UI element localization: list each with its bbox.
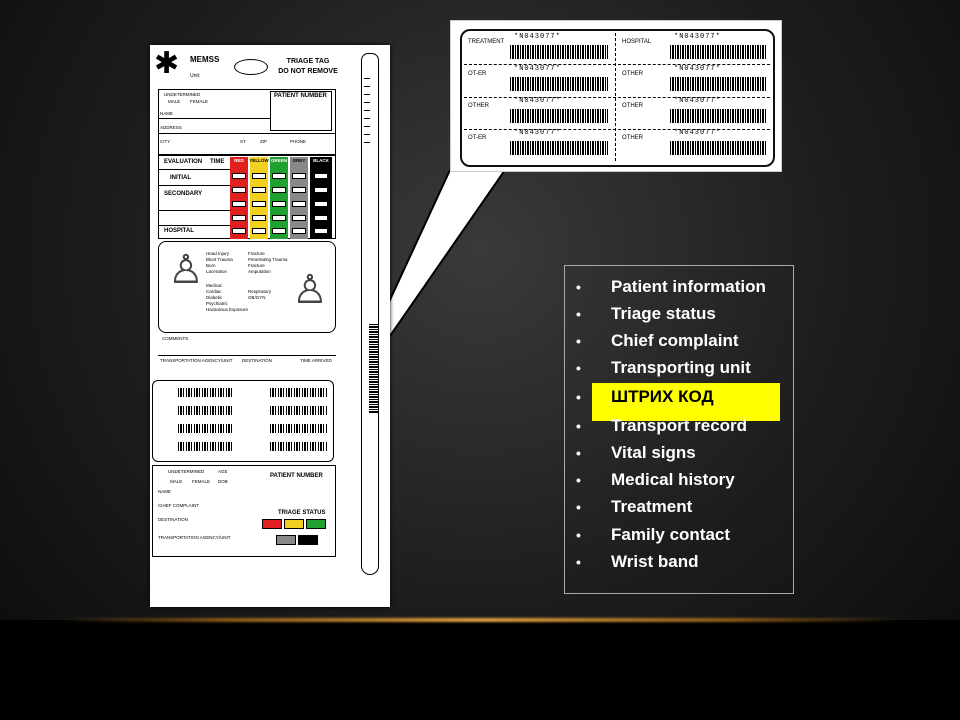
zoom-barcode <box>510 109 608 123</box>
list-item <box>565 467 793 493</box>
list-item-text: Family contact <box>611 525 731 544</box>
list-item-text: Medical history <box>611 470 735 489</box>
phone-label: PHONE <box>290 139 307 144</box>
destination-label: DESTINATION <box>242 358 272 363</box>
wrist-band-teeth <box>364 74 370 144</box>
name-label: NAME <box>160 111 174 116</box>
list-item <box>565 494 793 520</box>
medical-1: Medical <box>206 283 222 288</box>
triage-checkbox[interactable] <box>314 228 328 234</box>
list-item-text: Transport record <box>611 416 748 435</box>
bottom-grey-box[interactable] <box>276 535 296 545</box>
wrist-band-barcode <box>369 324 378 414</box>
evaluation-label: EVALUATION <box>164 159 203 165</box>
secondary-label: SECONDARY <box>164 191 203 197</box>
zip-label: ZIP <box>260 139 268 144</box>
bottom-black-box[interactable] <box>298 535 318 545</box>
patient-number-label: PATIENT NUMBER <box>274 93 327 99</box>
grey-column <box>290 157 308 239</box>
bottom-red-box[interactable] <box>262 519 282 529</box>
wrist-band-stub <box>355 45 385 585</box>
tag-unit-label: Unit: <box>190 73 201 79</box>
zoom-label-right: HOSPITAL <box>622 39 652 45</box>
list-item <box>565 355 793 381</box>
list-item-text: Transporting unit <box>611 358 751 377</box>
zoom-label-left: OT-ER <box>468 71 487 77</box>
zoom-barcode <box>510 45 608 59</box>
zoom-label-left: OTHER <box>468 103 489 109</box>
barcode-strip <box>270 388 328 397</box>
zoom-code: *N043077* <box>674 129 721 137</box>
bottom-yellow-box[interactable] <box>284 519 304 529</box>
black-column <box>310 157 332 239</box>
tag-header <box>154 49 354 89</box>
zoom-code: *N043077* <box>514 97 561 105</box>
bottom-triage-status: TRIAGE STATUS <box>278 510 326 516</box>
medical-5: Hazardous Exposure <box>206 307 249 312</box>
bottom-patient-number: PATIENT NUMBER <box>270 473 323 479</box>
zoom-code: *N043077* <box>514 65 561 73</box>
star-of-life-icon: ✱ <box>154 47 180 80</box>
bottom-age: AGE <box>218 469 228 474</box>
grid-row-3 <box>158 210 230 211</box>
bullet: • <box>576 333 581 349</box>
triage-checkbox[interactable] <box>272 201 286 207</box>
list-item-text: Chief complaint <box>611 331 739 350</box>
triage-checkbox[interactable] <box>272 187 286 193</box>
list-item <box>565 413 793 439</box>
barcode-zoom-callout <box>450 20 782 172</box>
bullet: • <box>576 527 581 543</box>
bullet: • <box>576 418 581 434</box>
triage-checkbox[interactable] <box>272 228 286 234</box>
triage-checkbox[interactable] <box>292 187 306 193</box>
barcode-strip <box>270 406 328 415</box>
zoom-label-left: TREATMENT <box>468 39 505 45</box>
zoom-code: *N043077* <box>514 129 561 137</box>
zoom-code: *N043077* <box>514 33 561 41</box>
triage-checkbox[interactable] <box>314 201 328 207</box>
zoom-code: *N043077* <box>674 97 721 105</box>
st-label: ST <box>240 139 246 144</box>
bottom-undetermined: UNDETERMINED <box>168 469 205 474</box>
triage-checkbox[interactable] <box>232 173 246 179</box>
yellow-column <box>250 157 268 239</box>
injury-3: Burn <box>206 263 216 268</box>
triage-checkbox[interactable] <box>314 215 328 221</box>
bullet: • <box>576 306 581 322</box>
zoom-divider-row <box>464 97 770 98</box>
zoom-barcode <box>670 109 766 123</box>
grid-row-1 <box>158 169 230 170</box>
list-item-text: Triage status <box>611 304 716 323</box>
grey-heading: GREY <box>292 158 306 163</box>
injury-8: Amputation <box>248 269 271 274</box>
triage-checkbox[interactable] <box>292 228 306 234</box>
injury-2: Blunt Trauma <box>206 257 233 262</box>
injury-6: Penetrating Trauma <box>248 257 288 262</box>
medical-3: Diabetic <box>206 295 223 300</box>
barcode-zoom-panel <box>460 29 775 167</box>
tag-org: MEMSS <box>190 55 220 64</box>
triage-checkbox[interactable] <box>314 173 328 179</box>
bottom-transportation: TRANSPORTATION AGENCY/UNIT <box>158 535 231 540</box>
comments-line <box>158 355 336 356</box>
hospital-label: HOSPITAL <box>164 228 194 234</box>
zoom-divider-row <box>464 64 770 65</box>
zoom-code: *N043077* <box>674 65 721 73</box>
barcode-strip <box>178 388 234 397</box>
green-column <box>270 157 288 239</box>
list-item <box>565 274 793 300</box>
list-item <box>565 549 793 575</box>
bottom-name: NAME <box>158 489 172 494</box>
time-label: TIME <box>210 159 225 165</box>
triage-checkbox[interactable] <box>292 215 306 221</box>
triage-checkbox[interactable] <box>252 187 266 193</box>
bullet: • <box>576 360 581 376</box>
zoom-barcode <box>510 77 608 91</box>
bottom-male: MALE <box>170 479 183 484</box>
triage-tag <box>150 45 390 607</box>
body-front-figure-icon: ♙ <box>168 248 204 292</box>
zoom-code: *N043077* <box>674 33 721 41</box>
triage-checkbox[interactable] <box>314 187 328 193</box>
zoom-label-left: OT-ER <box>468 135 487 141</box>
triage-checkbox[interactable] <box>232 215 246 221</box>
bullet: • <box>576 279 581 295</box>
bottom-chief-complaint: CHIEF COMPLAINT <box>158 503 200 508</box>
injury-1: Head Injury <box>206 251 230 256</box>
bottom-green-box[interactable] <box>306 519 326 529</box>
tag-title-line2: DO NOT REMOVE <box>278 68 338 75</box>
list-item-text: Treatment <box>611 497 693 516</box>
triage-checkbox[interactable] <box>232 228 246 234</box>
tag-title-line1: TRIAGE TAG <box>286 58 330 65</box>
triage-checkbox[interactable] <box>292 201 306 207</box>
city-label: CITY <box>160 139 171 144</box>
injury-4: Laceration <box>206 269 228 274</box>
list-item <box>565 522 793 548</box>
yellow-heading: YELLOW <box>249 158 269 163</box>
triage-checkbox[interactable] <box>232 201 246 207</box>
medical-7: OB/GYN <box>248 295 266 300</box>
injury-7: Fracture <box>248 263 265 268</box>
triage-checkbox[interactable] <box>272 173 286 179</box>
zoom-barcode <box>670 141 766 155</box>
medical-4: Psychiatric <box>206 301 228 306</box>
list-item-text: ШТРИХ КОД <box>611 387 714 406</box>
zoom-label-right: OTHER <box>622 103 643 109</box>
green-heading: GREEN <box>270 158 287 163</box>
bullet: • <box>576 389 581 405</box>
triage-checkbox[interactable] <box>272 215 286 221</box>
zoom-barcode <box>510 141 608 155</box>
bullet: • <box>576 472 581 488</box>
triage-checkbox[interactable] <box>232 187 246 193</box>
list-item <box>565 328 793 354</box>
zoom-barcode <box>670 45 766 59</box>
bottom-destination: DESTINATION <box>158 517 188 522</box>
bullet: • <box>576 445 581 461</box>
bottom-female: FEMALE <box>192 479 211 484</box>
contents-list <box>564 265 794 594</box>
medical-6: Respiratory <box>248 289 272 294</box>
wrist-band-body <box>361 53 379 575</box>
black-heading: BLACK <box>313 158 329 163</box>
list-item-highlighted <box>565 384 793 410</box>
male-label: MALE <box>168 99 181 104</box>
zoom-label-right: OTHER <box>622 71 643 77</box>
zoom-divider-row <box>464 129 770 130</box>
bullet: • <box>576 499 581 515</box>
body-back-figure-icon: ♙ <box>292 268 328 312</box>
triage-checkbox[interactable] <box>252 215 266 221</box>
initial-label: INITIAL <box>170 175 191 181</box>
comments-label: COMMENTS <box>162 336 189 341</box>
barcode-strip <box>178 406 234 415</box>
list-item-text: Vital signs <box>611 443 696 462</box>
list-item <box>565 301 793 327</box>
red-heading: RED <box>234 158 244 163</box>
zoom-barcode <box>670 77 766 91</box>
grid-row-2 <box>158 185 230 186</box>
tag-title <box>268 57 348 77</box>
triage-checkbox[interactable] <box>252 173 266 179</box>
tag-oval <box>234 59 268 75</box>
barcode-strip <box>270 442 328 451</box>
bullet: • <box>576 554 581 570</box>
red-column <box>230 157 248 239</box>
transportation-label: TRANSPORTATION AGENCY/UNIT <box>160 358 233 363</box>
female-label: FEMALE <box>190 99 209 104</box>
list-item <box>565 440 793 466</box>
triage-checkbox[interactable] <box>252 228 266 234</box>
barcode-strip <box>270 424 328 433</box>
address-label: ADDRESS <box>160 125 182 130</box>
time-arrived-label: TIME ARRIVED <box>300 358 332 363</box>
grid-row-4 <box>158 225 230 226</box>
list-item-text: Patient information <box>611 277 766 296</box>
triage-checkbox[interactable] <box>292 173 306 179</box>
undetermined-label: UNDETERMINED <box>164 92 201 97</box>
address-line <box>158 133 336 134</box>
barcode-strip <box>178 442 234 451</box>
list-item-text: Wrist band <box>611 552 699 571</box>
medical-2: Cardiac <box>206 289 222 294</box>
triage-checkbox[interactable] <box>252 201 266 207</box>
injury-5: Fracture <box>248 251 265 256</box>
name-line <box>158 118 270 119</box>
zoom-label-right: OTHER <box>622 135 643 141</box>
barcode-strip <box>178 424 234 433</box>
bottom-dob: DOB <box>218 479 228 484</box>
